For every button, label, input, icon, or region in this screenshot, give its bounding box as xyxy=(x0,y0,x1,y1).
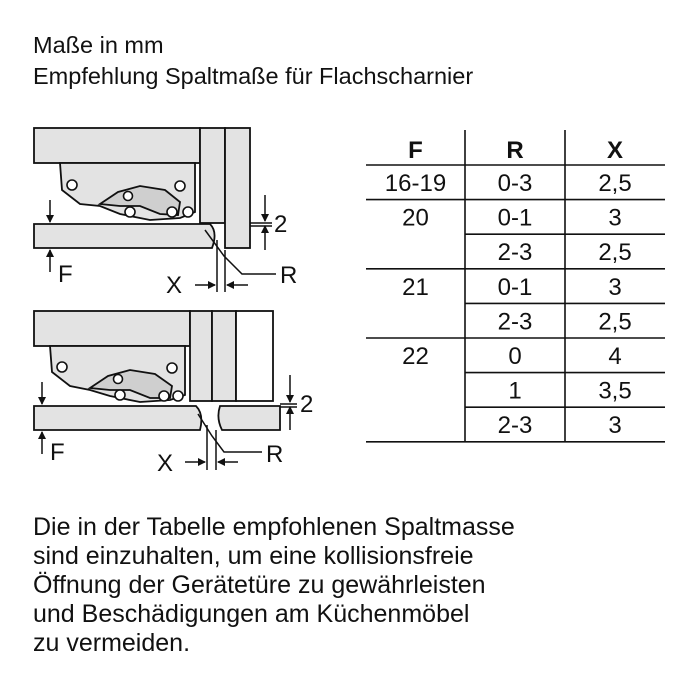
frame-strip xyxy=(212,311,236,401)
title-line-2: Empfehlung Spaltmaße für Flachscharnier xyxy=(33,63,474,89)
hinge-pin xyxy=(125,207,135,217)
gap-label-top: 2 xyxy=(274,211,288,238)
r-label-top: R xyxy=(280,262,298,289)
note-line: zu vermeiden. xyxy=(33,629,191,657)
x-label-top: X xyxy=(166,272,183,299)
table-header-r: R xyxy=(506,137,524,164)
table-cell-r: 1 xyxy=(508,377,522,405)
table-cell-r: 2-3 xyxy=(497,308,533,336)
table-cell-r: 0-1 xyxy=(497,204,533,232)
f-label-top: F xyxy=(58,261,73,288)
table-cell-x: 3,5 xyxy=(598,377,632,405)
table-cell-r: 0-3 xyxy=(497,170,533,197)
note-line: und Beschädigungen am Küchenmöbel xyxy=(33,600,470,628)
note-text xyxy=(33,513,515,658)
hinge-pin xyxy=(115,390,125,400)
table-header-x: X xyxy=(606,137,624,164)
table-cell-x: 4 xyxy=(608,343,622,370)
x-label-bottom: X xyxy=(157,450,174,477)
table-cell-r: 0-1 xyxy=(497,273,533,301)
gap-label-bottom: 2 xyxy=(300,391,314,418)
f-label-bottom: F xyxy=(50,439,65,466)
door-panel xyxy=(34,224,215,248)
hinge-pin xyxy=(167,363,177,373)
hinge-pin xyxy=(159,391,169,401)
table-cell-x: 2,5 xyxy=(598,170,632,197)
hinge-pin xyxy=(57,362,67,372)
table-cell-f: 16-19 xyxy=(384,170,447,197)
door-strip xyxy=(225,128,250,248)
diagram-top xyxy=(34,128,250,248)
table-cell-x: 3 xyxy=(608,412,622,440)
hinge-pin xyxy=(167,207,177,217)
table-cell-x: 2,5 xyxy=(598,239,632,267)
side-wall xyxy=(236,311,273,401)
table-cell-f: 21 xyxy=(402,273,429,301)
table-cell-f: 22 xyxy=(402,343,429,370)
table-cell-x: 2,5 xyxy=(598,308,632,336)
table-cell-f: 20 xyxy=(402,204,429,232)
cabinet-panel xyxy=(34,311,190,346)
title-line-1: Maße in mm xyxy=(33,32,164,58)
r-label-bottom: R xyxy=(266,441,284,468)
frame-strip xyxy=(200,128,225,223)
cabinet-panel xyxy=(34,128,200,163)
hinge-pin xyxy=(67,180,77,190)
hinge-pin xyxy=(175,181,185,191)
note-line: sind einzuhalten, um eine kollisionsfreie xyxy=(33,542,474,570)
hinge-pin xyxy=(183,207,193,217)
table-cell-r: 2-3 xyxy=(497,412,533,440)
table-cell-r: 0 xyxy=(508,343,522,370)
frame-strip xyxy=(190,311,212,401)
note-line: Öffnung der Gerätetüre zu gewährleisten xyxy=(33,571,486,599)
cabinet-side xyxy=(218,406,280,430)
table-header-f: F xyxy=(408,137,423,164)
hinge-pin xyxy=(114,375,123,384)
table-cell-x: 3 xyxy=(608,273,622,301)
table-cell-r: 2-3 xyxy=(497,239,533,267)
diagram-bottom xyxy=(34,311,280,430)
note-line: Die in der Tabelle empfohlenen Spaltmasse xyxy=(33,513,515,541)
table-cell-x: 3 xyxy=(608,204,622,232)
hinge-pin xyxy=(173,391,183,401)
hinge-pin xyxy=(124,192,133,201)
gap-table xyxy=(366,130,665,442)
door-panel xyxy=(34,406,201,430)
